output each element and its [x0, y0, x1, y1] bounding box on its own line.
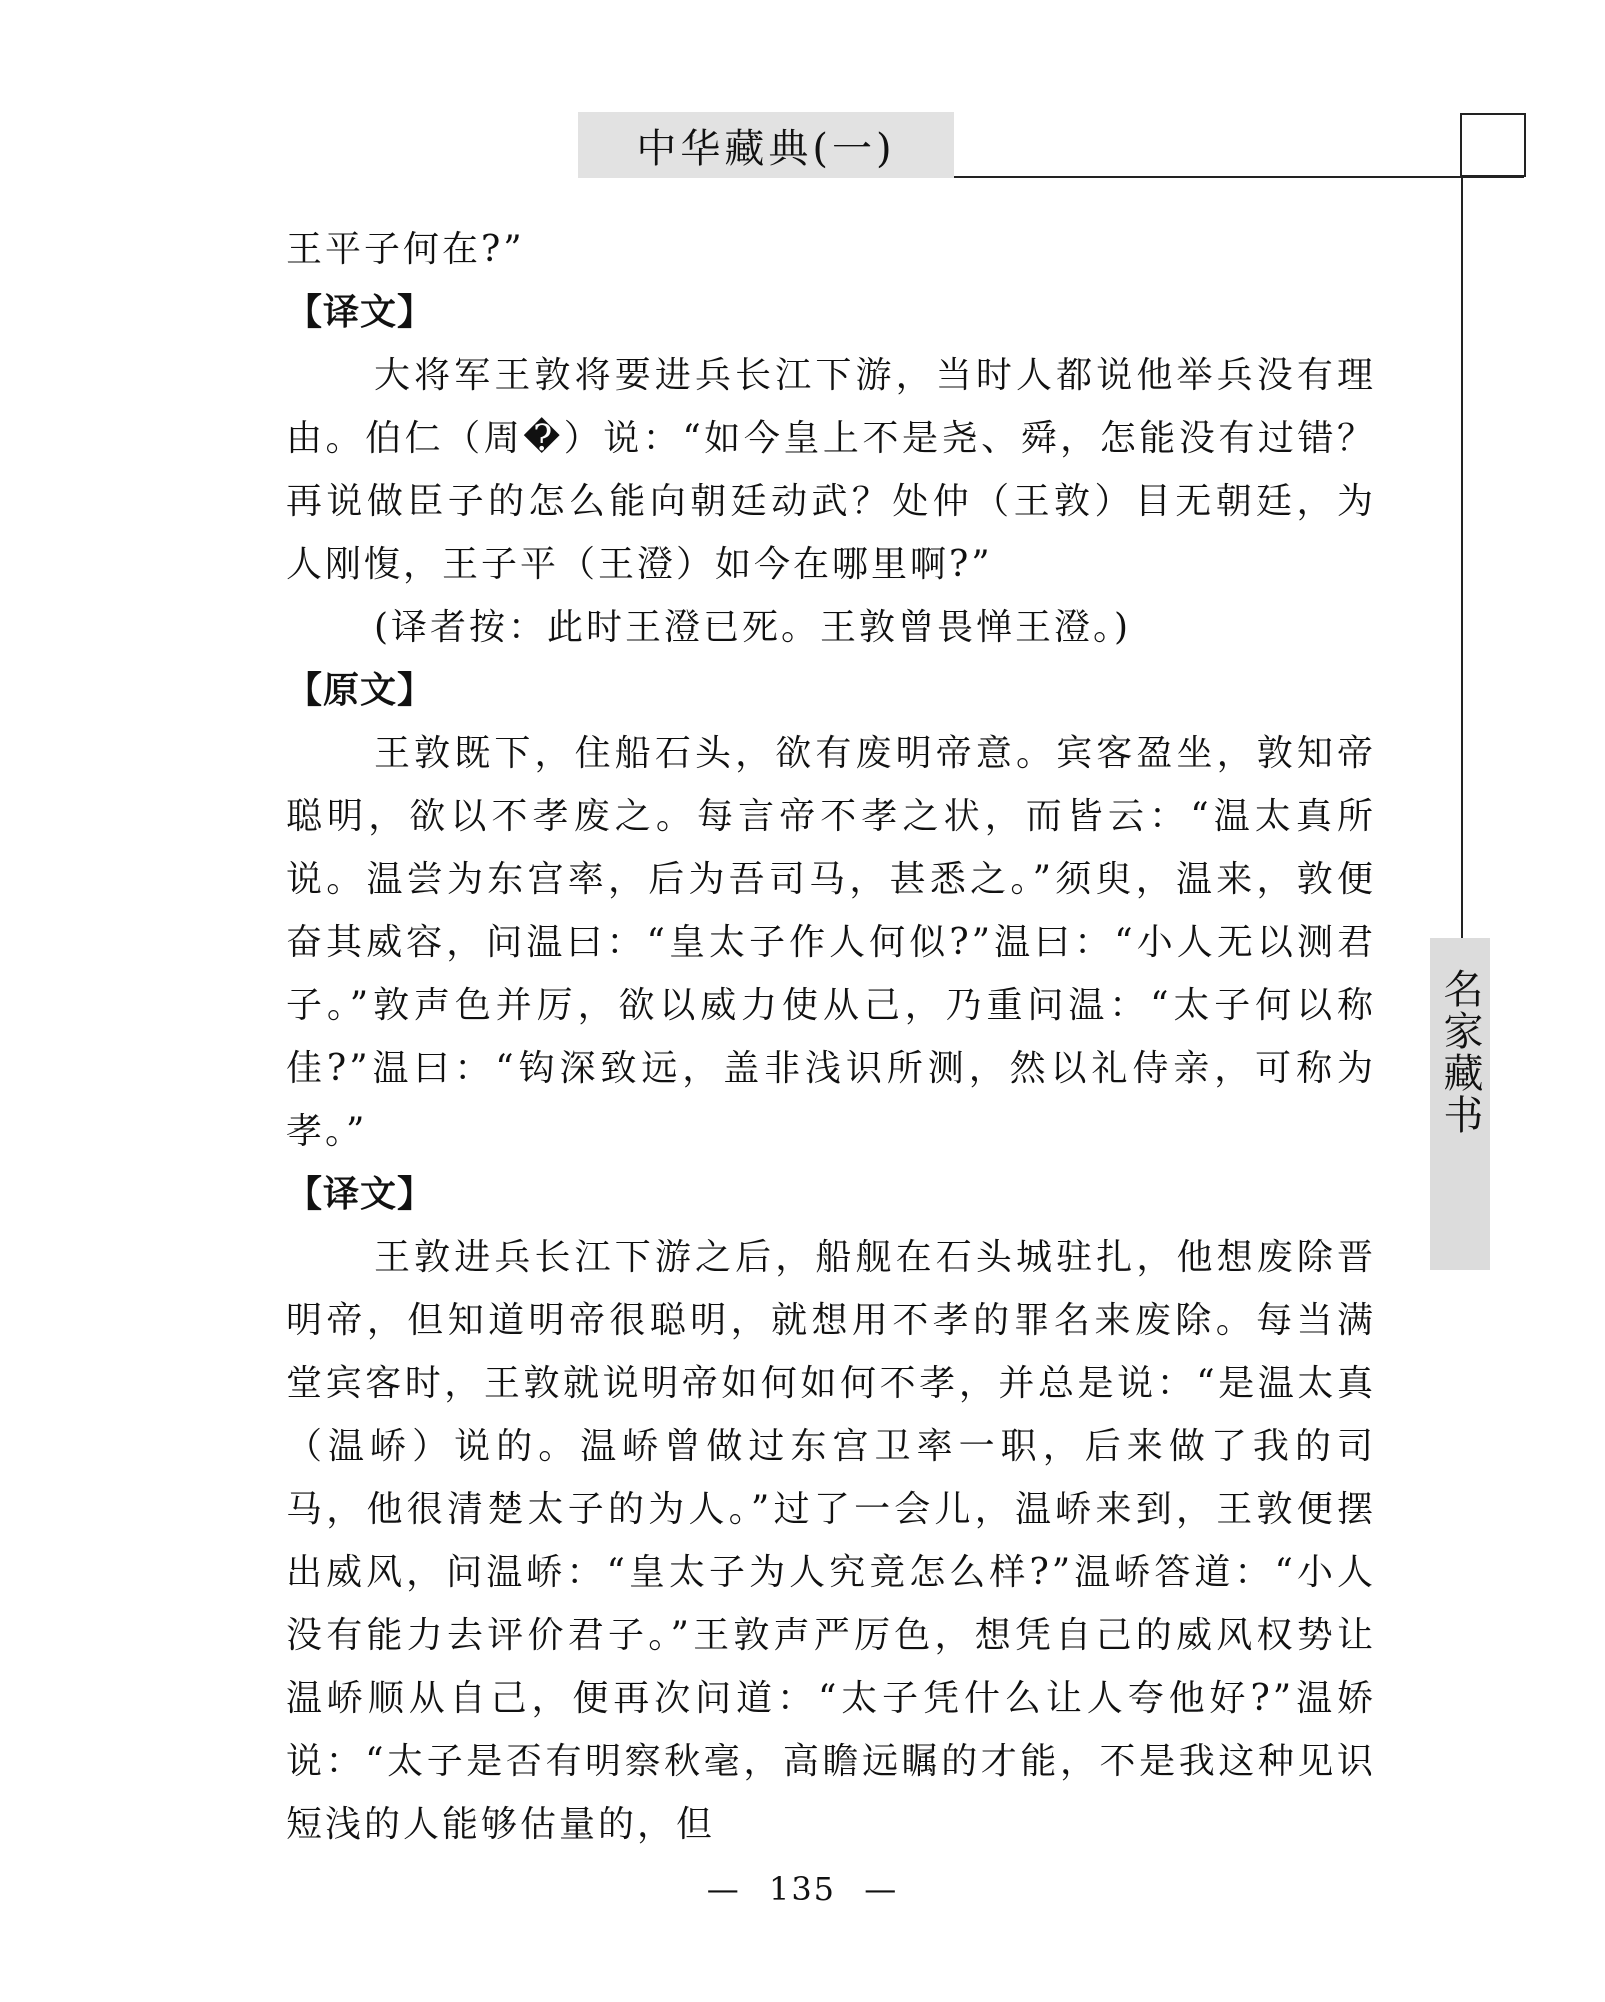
side-tab: [1430, 938, 1490, 1270]
section-heading-translation-1: 【译文】: [286, 292, 435, 333]
paragraph: 王敦既下，住船石头，欲有废明帝意。宾客盈坐，敦知帝聪明，欲以不孝废之。每言帝不孝之状，而皆云：“温太真所说。温尝为东宫率，后为吾司马，甚悉之。”须臾，温来，敦便奋其威容，问温曰：“皇太子作人何似?”温曰：“小人无以测君子。”敦声色并厉，欲以威力使从己，乃重问温：“太子何以称佳?”温曰：“钩深致远，盖非浅识所测，然以礼侍亲，可称为孝。”: [286, 733, 1376, 1152]
running-header: [578, 112, 954, 178]
section-heading-translation-2: 【译文】: [286, 1174, 435, 1215]
book-title: 中华藏典(一): [636, 125, 896, 172]
footer-dash-left: —: [706, 1870, 741, 1908]
side-tab-label: 名家藏书: [1437, 968, 1483, 1136]
paragraph: 大将军王敦将要进兵长江下游，当时人都说他举兵没有理由。伯仁（周�）说：“如今皇上不是尧、舜，怎能没有过错？再说做臣子的怎么能向朝廷动武？处仲（王敦）目无朝廷，为人刚愎，王子平（王澄）如今在哪里啊?”: [286, 355, 1376, 585]
page-footer: [0, 1870, 1605, 1908]
continuation-line: 王平子何在?”: [286, 229, 525, 270]
page-body: [286, 218, 1376, 1856]
section-heading-original: 【原文】: [286, 670, 435, 711]
translator-note: (译者按：此时王澄已死。王敦曾畏惮王澄。): [374, 607, 1132, 648]
corner-frame: [1460, 113, 1526, 177]
side-rule: [1461, 176, 1463, 938]
footer-dash-right: —: [864, 1870, 899, 1908]
page-number: 135: [768, 1870, 837, 1908]
paragraph: 王敦进兵长江下游之后，船舰在石头城驻扎，他想废除晋明帝，但知道明帝很聪明，就想用不孝的罪名来废除。每当满堂宾客时，王敦就说明帝如何如何不孝，并总是说：“是温太真（温峤）说的。温峤曾做过东宫卫率一职，后来做了我的司马，他很清楚太子的为人。”过了一会儿，温峤来到，王敦便摆出威风，问温峤：“皇太子为人究竟怎么样?”温峤答道：“小人没有能力去评价君子。”王敦声严厉色，想凭自己的威风权势让温峤顺从自己，便再次问道：“太子凭什么让人夸他好?”温娇说：“太子是否有明察秋毫，高瞻远瞩的才能，不是我这种见识短浅的人能够估量的，但: [286, 1237, 1376, 1845]
header-rule: [954, 176, 1524, 178]
